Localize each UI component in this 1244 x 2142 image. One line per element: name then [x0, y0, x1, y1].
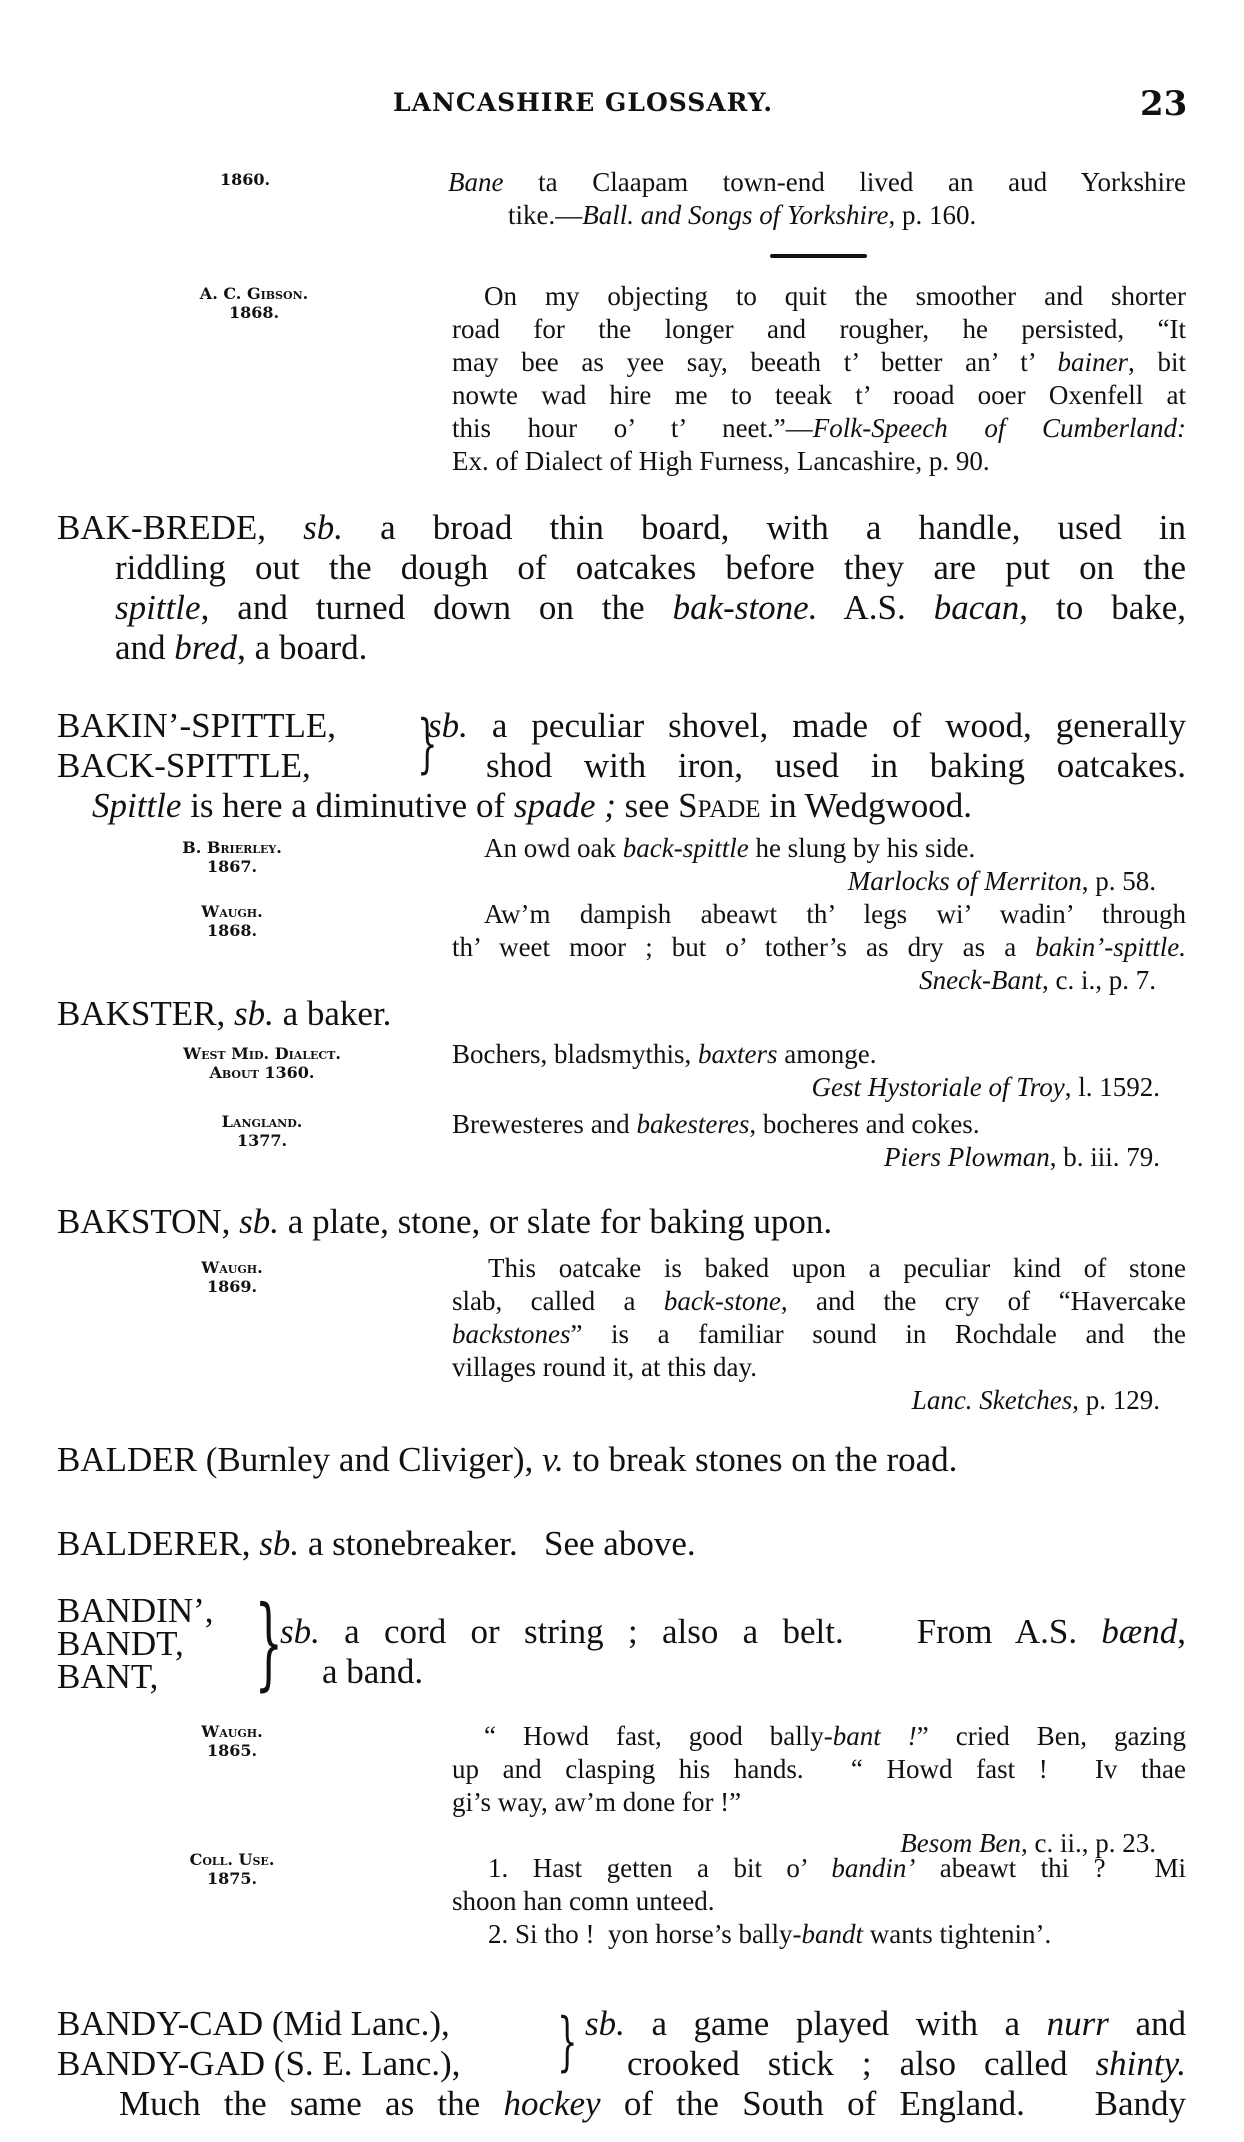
entry-line	[57, 1524, 696, 1564]
definition-text: A.S.	[817, 588, 934, 627]
definition-text: and	[1108, 2004, 1186, 2043]
glossary-entry-bakin-spittle	[57, 706, 1186, 826]
source-title: Folk-Speech of Cumberland:	[812, 413, 1186, 443]
part-of-speech: sb.	[428, 706, 468, 745]
quote-line: This oatcake is baked upon a peculiar kind of stone	[488, 1253, 1186, 1283]
italic-word: bred	[174, 628, 238, 667]
source-title: Sneck-Bant	[919, 965, 1042, 995]
citation-reference	[452, 964, 1186, 997]
source-title: Ball. and Songs of Yorkshire	[582, 200, 889, 230]
definition-text: a baker.	[273, 994, 392, 1033]
quote-text: , bit	[1128, 347, 1186, 377]
entry-line	[92, 786, 1186, 826]
quote-text: he slung by his side.	[748, 833, 976, 863]
italic-word: back-spittle	[622, 833, 749, 863]
citation-reference	[452, 1141, 1186, 1174]
italic-word: bacan	[933, 588, 1020, 627]
quote-text: ” is a familiar sound in Rochdale and the	[570, 1319, 1186, 1349]
citation-year: 1377.	[236, 1131, 288, 1150]
citation-author: A. C. Gibson.	[199, 284, 309, 303]
brace-icon: }	[254, 1584, 284, 1701]
quote-text: Brewesteres and	[452, 1109, 637, 1139]
definition-text: a stonebreaker. See above.	[299, 1524, 696, 1563]
quote-line	[452, 346, 1186, 379]
citation-quote	[452, 898, 1186, 997]
definition-text: a game played with a	[624, 2004, 1047, 2043]
citation-quote	[452, 832, 1186, 898]
quote-text: abeawt thi ? Mi	[915, 1853, 1186, 1883]
entry-line	[585, 2004, 1186, 2044]
quote-line: up and clasping his hands. “ Howd fast ! Iv thae	[452, 1754, 1186, 1784]
entry-line	[119, 2084, 1186, 2124]
citation-source	[112, 1044, 412, 1082]
italic-word: Spittle	[92, 786, 182, 825]
entry-line	[57, 508, 1186, 548]
headword: BALDER	[57, 1440, 197, 1479]
part-of-speech: sb.	[233, 994, 274, 1033]
source-title: Lanc. Sketches	[911, 1385, 1073, 1415]
headword: BAKSTON,	[57, 1202, 231, 1241]
glossary-entry-bakster	[57, 994, 391, 1034]
glossary-entry-balderer	[57, 1524, 696, 1564]
headword: BANDY-CAD (Mid Lanc.),	[57, 2004, 450, 2043]
citation-source-year: 1860.	[219, 170, 271, 189]
citation-author: B. Brierley.	[182, 838, 282, 857]
headword: BANDT,	[57, 1624, 184, 1663]
citation-year: 1875.	[206, 1869, 258, 1888]
source-title: Besom Ben	[900, 1828, 1021, 1858]
italic-word: back-stone	[663, 1286, 781, 1316]
quote-text: 2. Si tho ! yon horse’s bally-	[488, 1919, 802, 1949]
italic-word: bant !	[832, 1721, 917, 1751]
quote-line	[452, 1318, 1186, 1351]
headword: BALDERER,	[57, 1524, 251, 1563]
definition-block	[428, 706, 1186, 786]
brace-icon: }	[417, 707, 438, 781]
quote-line	[452, 1852, 1186, 1885]
citation-author: Waugh.	[201, 902, 263, 921]
citation-year: About 1360.	[209, 1063, 315, 1082]
part-of-speech: sb.	[259, 1524, 300, 1563]
definition-text: see	[615, 786, 679, 825]
definition-text: Much the same as the	[119, 2084, 504, 2123]
quote-text: wants tightenin’.	[863, 1919, 1052, 1949]
italic-word: spittle	[115, 588, 201, 627]
entry-line	[57, 1202, 832, 1242]
quote-text: this hour o’ t’ neet.”—	[452, 413, 813, 443]
source-title: Marlocks of Merriton	[847, 866, 1082, 896]
entry-line	[428, 706, 1186, 746]
definition-block	[585, 2004, 1186, 2084]
definition-text: , a board.	[237, 628, 368, 667]
quote-text: slab, called a	[452, 1286, 664, 1316]
italic-word: backstones	[452, 1319, 571, 1349]
quote-line: gi’s way, aw’m done for !”	[452, 1787, 742, 1817]
definition-text: shod with iron, used in baking oatcakes.	[486, 746, 1186, 785]
italic-word: hockey	[503, 2084, 601, 2123]
reference-text: , p. 129.	[1072, 1385, 1160, 1415]
quote-text: “ Howd fast, good bally-	[484, 1721, 833, 1751]
brace-icon: }	[557, 2005, 578, 2079]
citation-quote	[452, 1038, 1186, 1104]
glossary-entry-balder	[57, 1440, 957, 1480]
glossary-entry-bandy-cad	[57, 2004, 1186, 2124]
reference-text: , c. ii., p. 23.	[1021, 1828, 1156, 1858]
section-rule	[770, 254, 867, 258]
citation-source	[82, 1258, 382, 1296]
entry-line	[115, 588, 1186, 628]
citation-author: Langland.	[221, 1112, 303, 1131]
part-of-speech: sb.	[280, 1612, 320, 1651]
italic-word: shinty.	[1095, 2044, 1186, 2083]
citation-source	[82, 902, 382, 940]
quote-line	[452, 1918, 1186, 1951]
definition-text: a broad thin board, with a handle, used in	[343, 508, 1187, 547]
italic-word: bandin’	[831, 1853, 916, 1883]
quote-text: ” cried Ben, gazing	[916, 1721, 1186, 1751]
headword: BAKSTER,	[57, 994, 226, 1033]
citation-author: West Mid. Dialect.	[183, 1044, 341, 1063]
definition-text: ,	[1177, 1612, 1186, 1651]
quote-text: , and the cry of “Havercake	[780, 1286, 1186, 1316]
entry-line	[57, 994, 391, 1034]
quote-line: villages round it, at this day.	[452, 1352, 757, 1382]
citation-source	[82, 1850, 382, 1888]
page-number: 23	[1140, 84, 1188, 124]
citation-quote	[452, 1720, 1186, 1860]
citation-source	[104, 284, 404, 322]
entry-line	[280, 1612, 1186, 1652]
quote-line: road for the longer and rougher, he persisted, “It	[452, 314, 1186, 344]
quote-line: Ex. of Dialect of High Furness, Lancashire, p. 90.	[452, 446, 990, 476]
quote-line	[452, 1720, 1186, 1753]
italic-word: bandt	[801, 1919, 863, 1949]
citation-quote	[452, 1108, 1186, 1174]
region-note: (Burnley and Cliviger),	[197, 1440, 543, 1479]
quote-text: th’ weet moor ; but o’ tother’s as dry as a	[452, 932, 1036, 962]
glossary-entry-bak-brede	[57, 508, 1186, 668]
definition-text: a band.	[322, 1652, 424, 1691]
definition-text: riddling out the dough of oatcakes before they are put on the	[115, 548, 1186, 587]
citation-source	[82, 838, 382, 876]
quote-line	[452, 1038, 1186, 1071]
headword: BACK-SPITTLE,	[57, 746, 311, 785]
entry-line	[627, 2044, 1186, 2084]
definition-text: and	[115, 628, 175, 667]
italic-word: Bane	[448, 167, 504, 197]
entry-line	[115, 628, 1186, 668]
definition-text: a cord or string ; also a belt. From A.S.	[319, 1612, 1102, 1651]
citation-quote	[448, 166, 1186, 232]
definition-text: is here a diminutive of	[181, 786, 514, 825]
italic-word: bænd	[1101, 1612, 1178, 1651]
quote-text: tike.—	[508, 200, 583, 230]
quote-line	[448, 199, 1186, 232]
citation-year: 1865.	[206, 1741, 258, 1760]
quote-line: Aw’m dampish abeawt th’ legs wi’ wadin’ through	[484, 899, 1186, 929]
quote-text: , p. 160.	[888, 200, 977, 230]
italic-word: bainer	[1057, 347, 1129, 377]
quote-text: amonge.	[777, 1039, 877, 1069]
reference-text: , c. i., p. 7.	[1042, 965, 1156, 995]
citation-author: Waugh.	[201, 1258, 263, 1277]
italic-word: baxters	[697, 1039, 778, 1069]
headword-group	[57, 1591, 214, 1696]
italic-word: bak-stone.	[672, 588, 818, 627]
definition-text: a peculiar shovel, made of wood, generally	[467, 706, 1186, 745]
entry-line	[57, 1440, 957, 1480]
definition-block	[280, 1612, 1186, 1692]
glossary-entry-bakston	[57, 1202, 832, 1242]
reference-text: , p. 58.	[1081, 866, 1156, 896]
headword: BANDIN’,	[57, 1591, 214, 1630]
part-of-speech: sb.	[239, 1202, 280, 1241]
glossary-entry-bandin	[57, 1584, 1186, 1704]
definition-text: to break stones on the road.	[563, 1440, 958, 1479]
citation-year: 1868.	[206, 921, 258, 940]
headword: BANT,	[57, 1657, 159, 1696]
headword: BAKIN’-SPITTLE,	[57, 706, 336, 745]
citation-reference	[452, 1071, 1186, 1104]
quote-line: On my objecting to quit the smoother and shorter	[484, 281, 1186, 311]
quote-line	[452, 1108, 1186, 1141]
quote-text: 1. Hast getten a bit o’	[488, 1853, 832, 1883]
cross-reference: Spade	[678, 786, 761, 825]
quote-line	[452, 1285, 1186, 1318]
quote-text: An owd oak	[484, 833, 623, 863]
citation-quote	[452, 280, 1186, 478]
quote-text: Bochers, bladsmythis,	[452, 1039, 698, 1069]
definition-text: , to bake,	[1019, 588, 1187, 627]
reference-text: , l. 1592.	[1064, 1072, 1160, 1102]
part-of-speech: sb.	[303, 508, 343, 547]
citation-reference	[452, 865, 1186, 898]
headword: BANDY-GAD (S. E. Lanc.),	[57, 2044, 461, 2083]
quote-text: ta Claapam town-end lived an aud Yorkshire	[503, 167, 1186, 197]
citation-year: 1868.	[228, 303, 280, 322]
italic-word: spade ;	[513, 786, 616, 825]
citation-quote	[452, 1852, 1186, 1951]
headword: BAK-BREDE,	[57, 508, 267, 547]
part-of-speech: sb.	[585, 2004, 625, 2043]
quote-line	[452, 931, 1186, 964]
quote-line	[452, 412, 1186, 445]
citation-year: 1867.	[206, 857, 258, 876]
quote-text: , bocheres and cokes.	[749, 1109, 980, 1139]
citation-author: Waugh.	[201, 1722, 263, 1741]
citation-reference	[452, 1384, 1186, 1417]
definition-text: , and turned down on the	[200, 588, 673, 627]
running-title: LANCASHIRE GLOSSARY.	[393, 88, 774, 117]
citation-source	[112, 1112, 412, 1150]
quote-text: may bee as yee say, beeath t’ better an’ t’	[452, 347, 1058, 377]
citation-year: 1869.	[206, 1277, 258, 1296]
source-title: Piers Plowman	[883, 1142, 1050, 1172]
quote-line: nowte wad hire me to teeak t’ rooad ooer Oxenfell at	[452, 380, 1186, 410]
citation-author: Coll. Use.	[189, 1850, 275, 1869]
headword-group	[57, 706, 336, 786]
italic-word: bakesteres	[636, 1109, 750, 1139]
quote-line: shoon han comn unteed.	[452, 1886, 715, 1916]
definition-text: in Wedgwood.	[760, 786, 972, 825]
definition-text: of the South of England. Bandy	[600, 2084, 1186, 2123]
part-of-speech: v.	[542, 1440, 564, 1479]
reference-text: , b. iii. 79.	[1049, 1142, 1160, 1172]
italic-word: bakin’-spittle.	[1035, 932, 1186, 962]
headword-group	[57, 2004, 460, 2084]
quote-line	[452, 832, 1186, 865]
quote-line	[448, 166, 1186, 199]
source-title: Gest Hystoriale of Troy	[811, 1072, 1065, 1102]
definition-text: crooked stick ; also called	[627, 2044, 1096, 2083]
definition-text: a plate, stone, or slate for baking upon.	[279, 1202, 833, 1241]
citation-source	[82, 1722, 382, 1760]
italic-word: nurr	[1046, 2004, 1109, 2043]
citation-quote	[452, 1252, 1186, 1417]
